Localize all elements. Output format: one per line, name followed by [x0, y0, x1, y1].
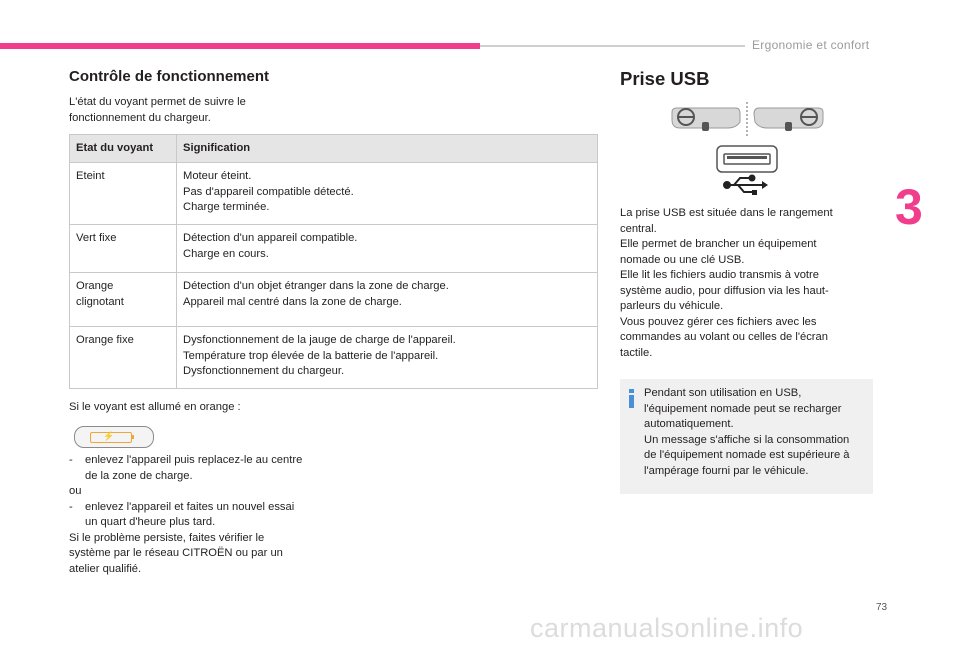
section-title-usb: Prise USB [620, 68, 710, 89]
dashboard-rhd-icon [754, 108, 823, 131]
table-row [70, 225, 598, 273]
chapter-title: Ergonomie et confort [752, 38, 870, 52]
info-icon [629, 389, 634, 408]
table-row [70, 327, 598, 389]
orange-light-intro: Si le voyant est allumé en orange : [69, 401, 241, 413]
meaning-cell: Moteur éteint. Pas d'appareil compatible détecté. Charge terminée. [177, 163, 598, 225]
chapter-number: 3 [895, 179, 923, 235]
info-note [620, 379, 873, 494]
state-cell: Orange clignotant [70, 273, 177, 327]
outro-text: Si le problème persiste, faites vérifier le système par le réseau CITROËN ou par un atelier qualifié. [69, 531, 283, 575]
watermark-text: carmanualsonline.info [530, 613, 804, 643]
meaning-cell: Détection d'un objet étranger dans la zone de charge. Appareil mal centré dans la zone de charge. [177, 273, 598, 327]
dashboard-lhd-icon [672, 108, 740, 131]
header-divider [480, 45, 745, 47]
meaning-cell: Détection d'un appareil compatible. Charge en cours. [177, 225, 598, 273]
table-row [70, 163, 598, 225]
table-row [70, 273, 598, 327]
or-label: ou [69, 485, 82, 497]
status-table [69, 134, 598, 389]
usb-description: La prise USB est située dans le rangement central. Elle permet de brancher un équipement nomade ou une clé USB. Elle lit les fichiers audio transmis à votre système audio, pour diffusion via les haut- parleurs du véhicule. Vous pouvez gérer ces fichiers avec les commandes au volant ou celles de l'écran tactile. [620, 207, 833, 359]
info-note-text: Pendant son utilisation en USB, l'équipement nomade peut se recharger automatiquement. Un message s'affiche si la consommation de l'équipement nomade est supérieure à l'ampérage fourni par le véhicule. [644, 387, 850, 477]
page-number: 73 [876, 602, 888, 613]
state-cell: Eteint [70, 163, 177, 225]
header-accent-bar [0, 43, 480, 49]
charger-indicator-icon: ⚡ [74, 426, 154, 448]
table-header-row [70, 135, 598, 163]
troubleshooting-steps [69, 453, 329, 577]
state-cell: Vert fixe [70, 225, 177, 273]
state-cell: Orange fixe [70, 327, 177, 389]
header-state: Etat du voyant [70, 135, 177, 163]
usb-symbol-icon [724, 176, 768, 196]
header-meaning: Signification [177, 135, 598, 163]
usb-socket-icon [717, 146, 777, 172]
intro-text: L'état du voyant permet de suivre le fonctionnement du chargeur. [69, 96, 246, 124]
list-item: - enlevez l'appareil et faites un nouvel essai un quart d'heure plus tard. [69, 500, 295, 528]
list-item: - enlevez l'appareil puis replacez-le au centre de la zone de charge. [69, 454, 303, 482]
usb-port-illustration [670, 98, 830, 200]
meaning-cell: Dysfonctionnement de la jauge de charge de l'appareil. Température trop élevée de la batterie de l'appareil. Dysfonctionnement du chargeur. [177, 327, 598, 389]
section-title-controle: Contrôle de fonctionnement [69, 68, 269, 85]
